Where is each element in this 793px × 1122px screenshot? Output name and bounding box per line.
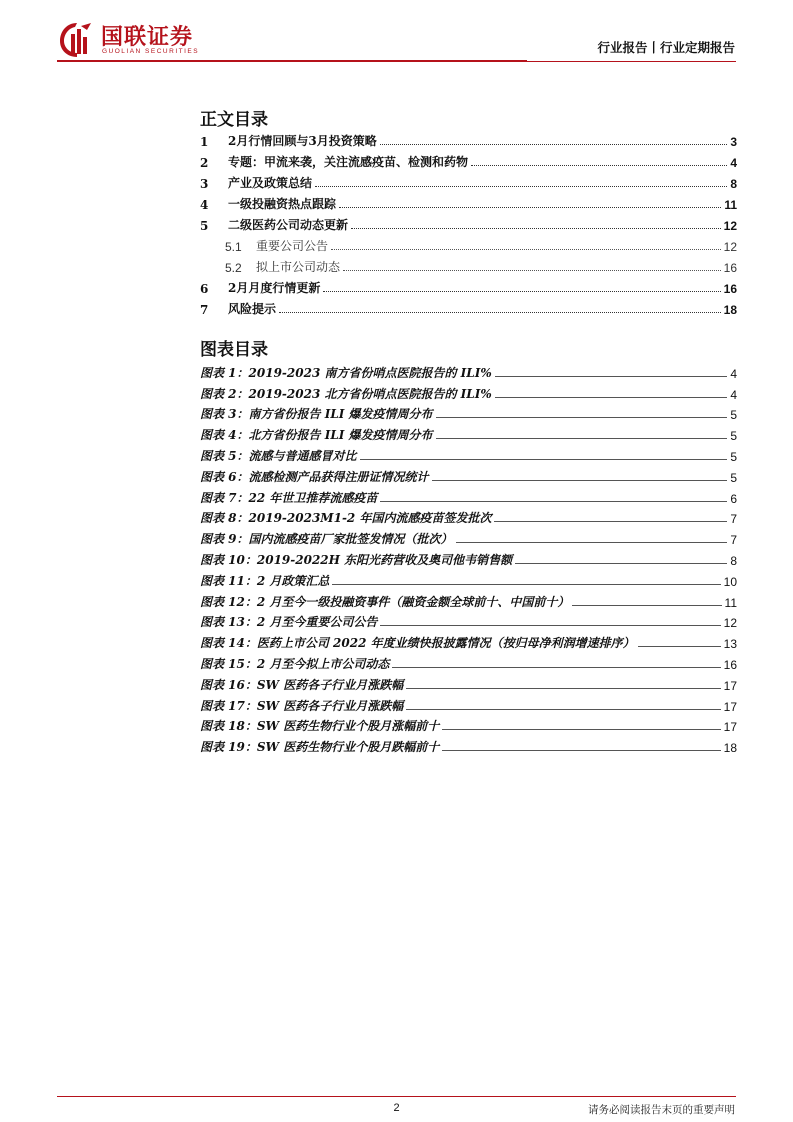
figure-entry-title: 图表 15：2 月至今拟上市公司动态 [200,656,390,671]
figure-entry[interactable] [200,734,737,755]
page-header [0,0,793,66]
figure-entry[interactable] [200,714,737,735]
toc-heading: 正文目录 [200,110,268,130]
figure-entry-title: 图表 14：医药上市公司 2022 年度业绩快报披露情况（按归母净利润增速排序） [200,636,635,651]
figures-heading: 图表目录 [200,340,268,360]
dot-leader [323,291,720,292]
figure-entry-title: 图表 9：国内流感疫苗厂家批签发情况（批次） [200,532,453,547]
figure-entry[interactable] [200,568,737,589]
toc-entry-number: 7 [200,303,209,317]
list-of-figures [200,360,737,755]
figure-entry-page: 16 [723,657,737,672]
dot-leader [442,729,720,730]
toc-entry[interactable] [200,191,737,212]
company-logo [57,20,217,60]
disclaimer-note: 请务必阅读报告末页的重要声明 [588,1104,735,1116]
toc-entry-title: 产业及政策总结 [228,176,313,190]
figure-entry-title: 图表 3：南方省份报告 ILI 爆发疫情周分布 [200,407,433,422]
page-number: 2 [393,1102,400,1114]
figure-entry-page: 7 [730,533,737,548]
figure-entry-title: 图表 8：2019-2023M1-2 年国内流感疫苗签发批次 [200,511,492,526]
toc-entry-title: 一级投融资热点跟踪 [228,197,337,211]
toc-entry-page: 12 [723,219,737,233]
figure-entry-title: 图表 17：SW 医药各子行业月涨跌幅 [200,698,404,713]
figure-entry-title: 图表 1：2019-2023 南方省份哨点医院报告的 ILI% [200,365,492,380]
figure-entry-title: 图表 4：北方省份报告 ILI 爆发疫情周分布 [200,428,433,443]
toc-entry-number: 5 [200,219,209,233]
figure-entry[interactable] [200,651,737,672]
toc-entry-number: 2 [200,156,209,170]
dot-leader [515,563,727,564]
figure-entry[interactable] [200,610,737,631]
figure-entry-page: 8 [730,553,737,568]
toc-entry[interactable] [200,170,737,191]
figure-entry-page: 11 [724,595,737,610]
dot-leader [436,438,728,439]
toc-entry-number: 1 [200,135,209,149]
figure-entry-title: 图表 11：2 月政策汇总 [200,573,330,588]
toc-entry-page: 16 [723,282,737,296]
toc-entry[interactable] [200,275,737,296]
figure-entry[interactable] [200,506,737,527]
figure-entry-title: 图表 12：2 月至今一级投融资事件（融资金额全球前十、中国前十） [200,594,570,609]
figure-entry-page: 4 [730,366,737,381]
dot-leader [315,186,727,187]
toc-entry[interactable] [200,233,737,254]
figure-entry-page: 5 [730,449,737,464]
dot-leader [406,688,720,689]
toc-entry-page: 18 [723,303,737,317]
figure-entry[interactable] [200,672,737,693]
toc-entry[interactable] [200,149,737,170]
figure-entry[interactable] [200,360,737,381]
figure-entry-page: 13 [723,637,737,652]
figure-entry[interactable] [200,693,737,714]
toc-entry-page: 3 [730,135,737,149]
dot-leader [638,646,721,647]
dot-leader [495,397,728,398]
dot-leader [339,207,721,208]
header-divider [57,61,736,62]
toc-entry-title: 2月月度行情更新 [228,281,321,295]
figure-entry-page: 12 [723,616,737,631]
dot-leader [380,501,727,502]
toc-entry[interactable] [200,128,737,149]
toc-entry-page: 11 [724,198,737,212]
dot-leader [332,584,720,585]
toc-entry-title: 专题：甲流来袭，关注流感疫苗、检测和药物 [228,155,469,169]
figure-entry[interactable] [200,443,737,464]
table-of-contents [200,128,737,317]
figure-entry-title: 图表 16：SW 医药各子行业月涨跌幅 [200,677,404,692]
toc-entry-number: 3 [200,177,209,191]
figure-entry[interactable] [200,381,737,402]
figure-entry-page: 17 [723,699,737,714]
figure-entry-page: 5 [730,408,737,423]
toc-entry-number: 5.1 [225,240,242,254]
dot-leader [360,459,728,460]
figure-entry-title: 图表 6：流感检测产品获得注册证情况统计 [200,469,429,484]
dot-leader [380,625,720,626]
dot-leader [351,228,721,229]
figure-entry[interactable] [200,589,737,610]
toc-entry[interactable] [200,212,737,233]
figure-entry-title: 图表 5：流感与普通感冒对比 [200,448,357,463]
dot-leader [436,417,728,418]
figure-entry-title: 图表 19：SW 医药生物行业个股月跌幅前十 [200,740,440,755]
dot-leader [572,605,721,606]
figure-entry[interactable] [200,547,737,568]
toc-entry-title: 2月行情回顾与3月投资策略 [228,134,377,148]
dot-leader [494,521,727,522]
figure-entry-page: 7 [730,512,737,527]
figure-entry[interactable] [200,485,737,506]
toc-entry-title: 拟上市公司动态 [256,260,341,274]
toc-entry-title: 二级医药公司动态更新 [228,218,349,232]
dot-leader [343,270,721,271]
dot-leader [331,249,721,250]
figure-entry-title: 图表 10：2019-2022H 东阳光药营收及奥司他韦销售额 [200,552,513,567]
figure-entry-title: 图表 7：22 年世卫推荐流感疫苗 [200,490,378,505]
toc-entry-number: 4 [200,198,209,212]
toc-entry-page: 4 [730,156,737,170]
dot-leader [471,165,727,166]
dot-leader [432,480,728,481]
figure-entry-page: 10 [723,574,737,589]
figure-entry-page: 5 [730,429,737,444]
figure-entry-page: 17 [723,720,737,735]
logo-name-en: GUOLIAN SECURITIES [102,48,200,55]
figure-entry-title: 图表 18：SW 医药生物行业个股月涨幅前十 [200,719,440,734]
toc-entry-page: 8 [730,177,737,191]
toc-entry[interactable] [200,296,737,317]
figure-entry[interactable] [200,526,737,547]
figure-entry-page: 18 [723,741,737,756]
toc-entry-number: 5.2 [225,261,242,275]
figure-entry-page: 5 [730,470,737,485]
toc-entry-title: 重要公司公告 [256,239,329,253]
toc-entry-page: 16 [723,261,737,275]
dot-leader [406,709,720,710]
figure-entry[interactable] [200,422,737,443]
figure-entry-title: 图表 2：2019-2023 北方省份哨点医院报告的 ILI% [200,386,492,401]
dot-leader [380,144,728,145]
figure-entry[interactable] [200,630,737,651]
dot-leader [392,667,720,668]
figure-entry-page: 6 [730,491,737,506]
figure-entry-title: 图表 13：2 月至今重要公司公告 [200,615,378,630]
dot-leader [456,542,728,543]
figure-entry-page: 4 [730,387,737,402]
dot-leader [495,376,728,377]
logo-mark-icon [57,20,97,60]
footer-divider [57,1096,736,1097]
figure-entry[interactable] [200,402,737,423]
logo-name-cn: 国联证券 [101,25,194,50]
toc-entry-page: 12 [723,240,737,254]
figure-entry-page: 17 [723,678,737,693]
dot-leader [279,312,721,313]
toc-entry[interactable] [200,254,737,275]
document-type: 行业报告丨行业定期报告 [597,40,735,55]
figure-entry[interactable] [200,464,737,485]
toc-entry-title: 风险提示 [228,302,277,316]
dot-leader [442,750,720,751]
toc-entry-number: 6 [200,282,209,296]
